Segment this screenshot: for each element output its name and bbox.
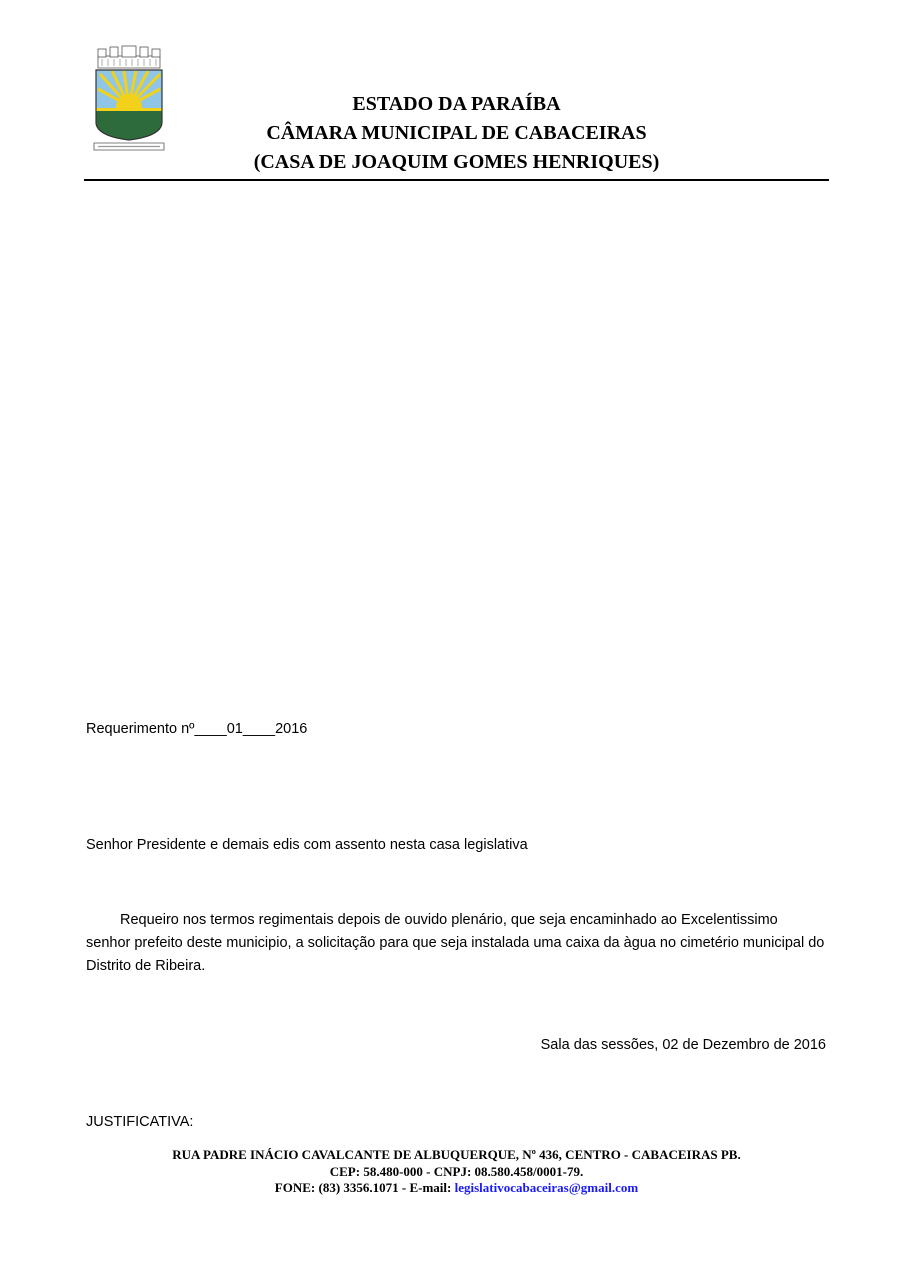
header-chamber: CÂMARA MUNICIPAL DE CABACEIRAS <box>266 122 647 144</box>
place-date: Sala das sessões, 02 de Dezembro de 2016 <box>540 1037 826 1053</box>
institution-header <box>84 90 829 177</box>
header-divider <box>84 179 829 181</box>
footer-address: RUA PADRE INÁCIO CAVALCANTE DE ALBUQUERQUE, Nº 436, CENTRO - CABACEIRAS PB. <box>172 1147 741 1162</box>
request-paragraph <box>86 909 826 978</box>
header-state: ESTADO DA PARAÍBA <box>352 93 561 115</box>
justification-label: JUSTIFICATIVA: <box>86 1114 194 1130</box>
footer-contact <box>84 1180 829 1197</box>
header-house: (CASA DE JOAQUIM GOMES HENRIQUES) <box>253 151 660 173</box>
request-number: Requerimento nº____01____2016 <box>86 721 308 737</box>
salutation: Senhor Presidente e demais edis com assento nesta casa legislativa <box>86 837 528 853</box>
footer <box>84 1147 829 1197</box>
request-text: Requeiro nos termos regimentais depois de ouvido plenário, que seja encaminhado ao Excelentissimo senhor prefeito deste municipio, a solicitação para que seja instalada uma caixa da àgua no cimetério municipal do Distrito de Ribeira. <box>86 912 825 974</box>
footer-registry: CEP: 58.480-000 - CNPJ: 08.580.458/0001-79. <box>329 1163 584 1179</box>
email-link[interactable]: legislativocabaceiras@gmail.com <box>454 1180 639 1195</box>
footer-phone: FONE: (83) 3356.1071 - E-mail: <box>274 1180 455 1195</box>
